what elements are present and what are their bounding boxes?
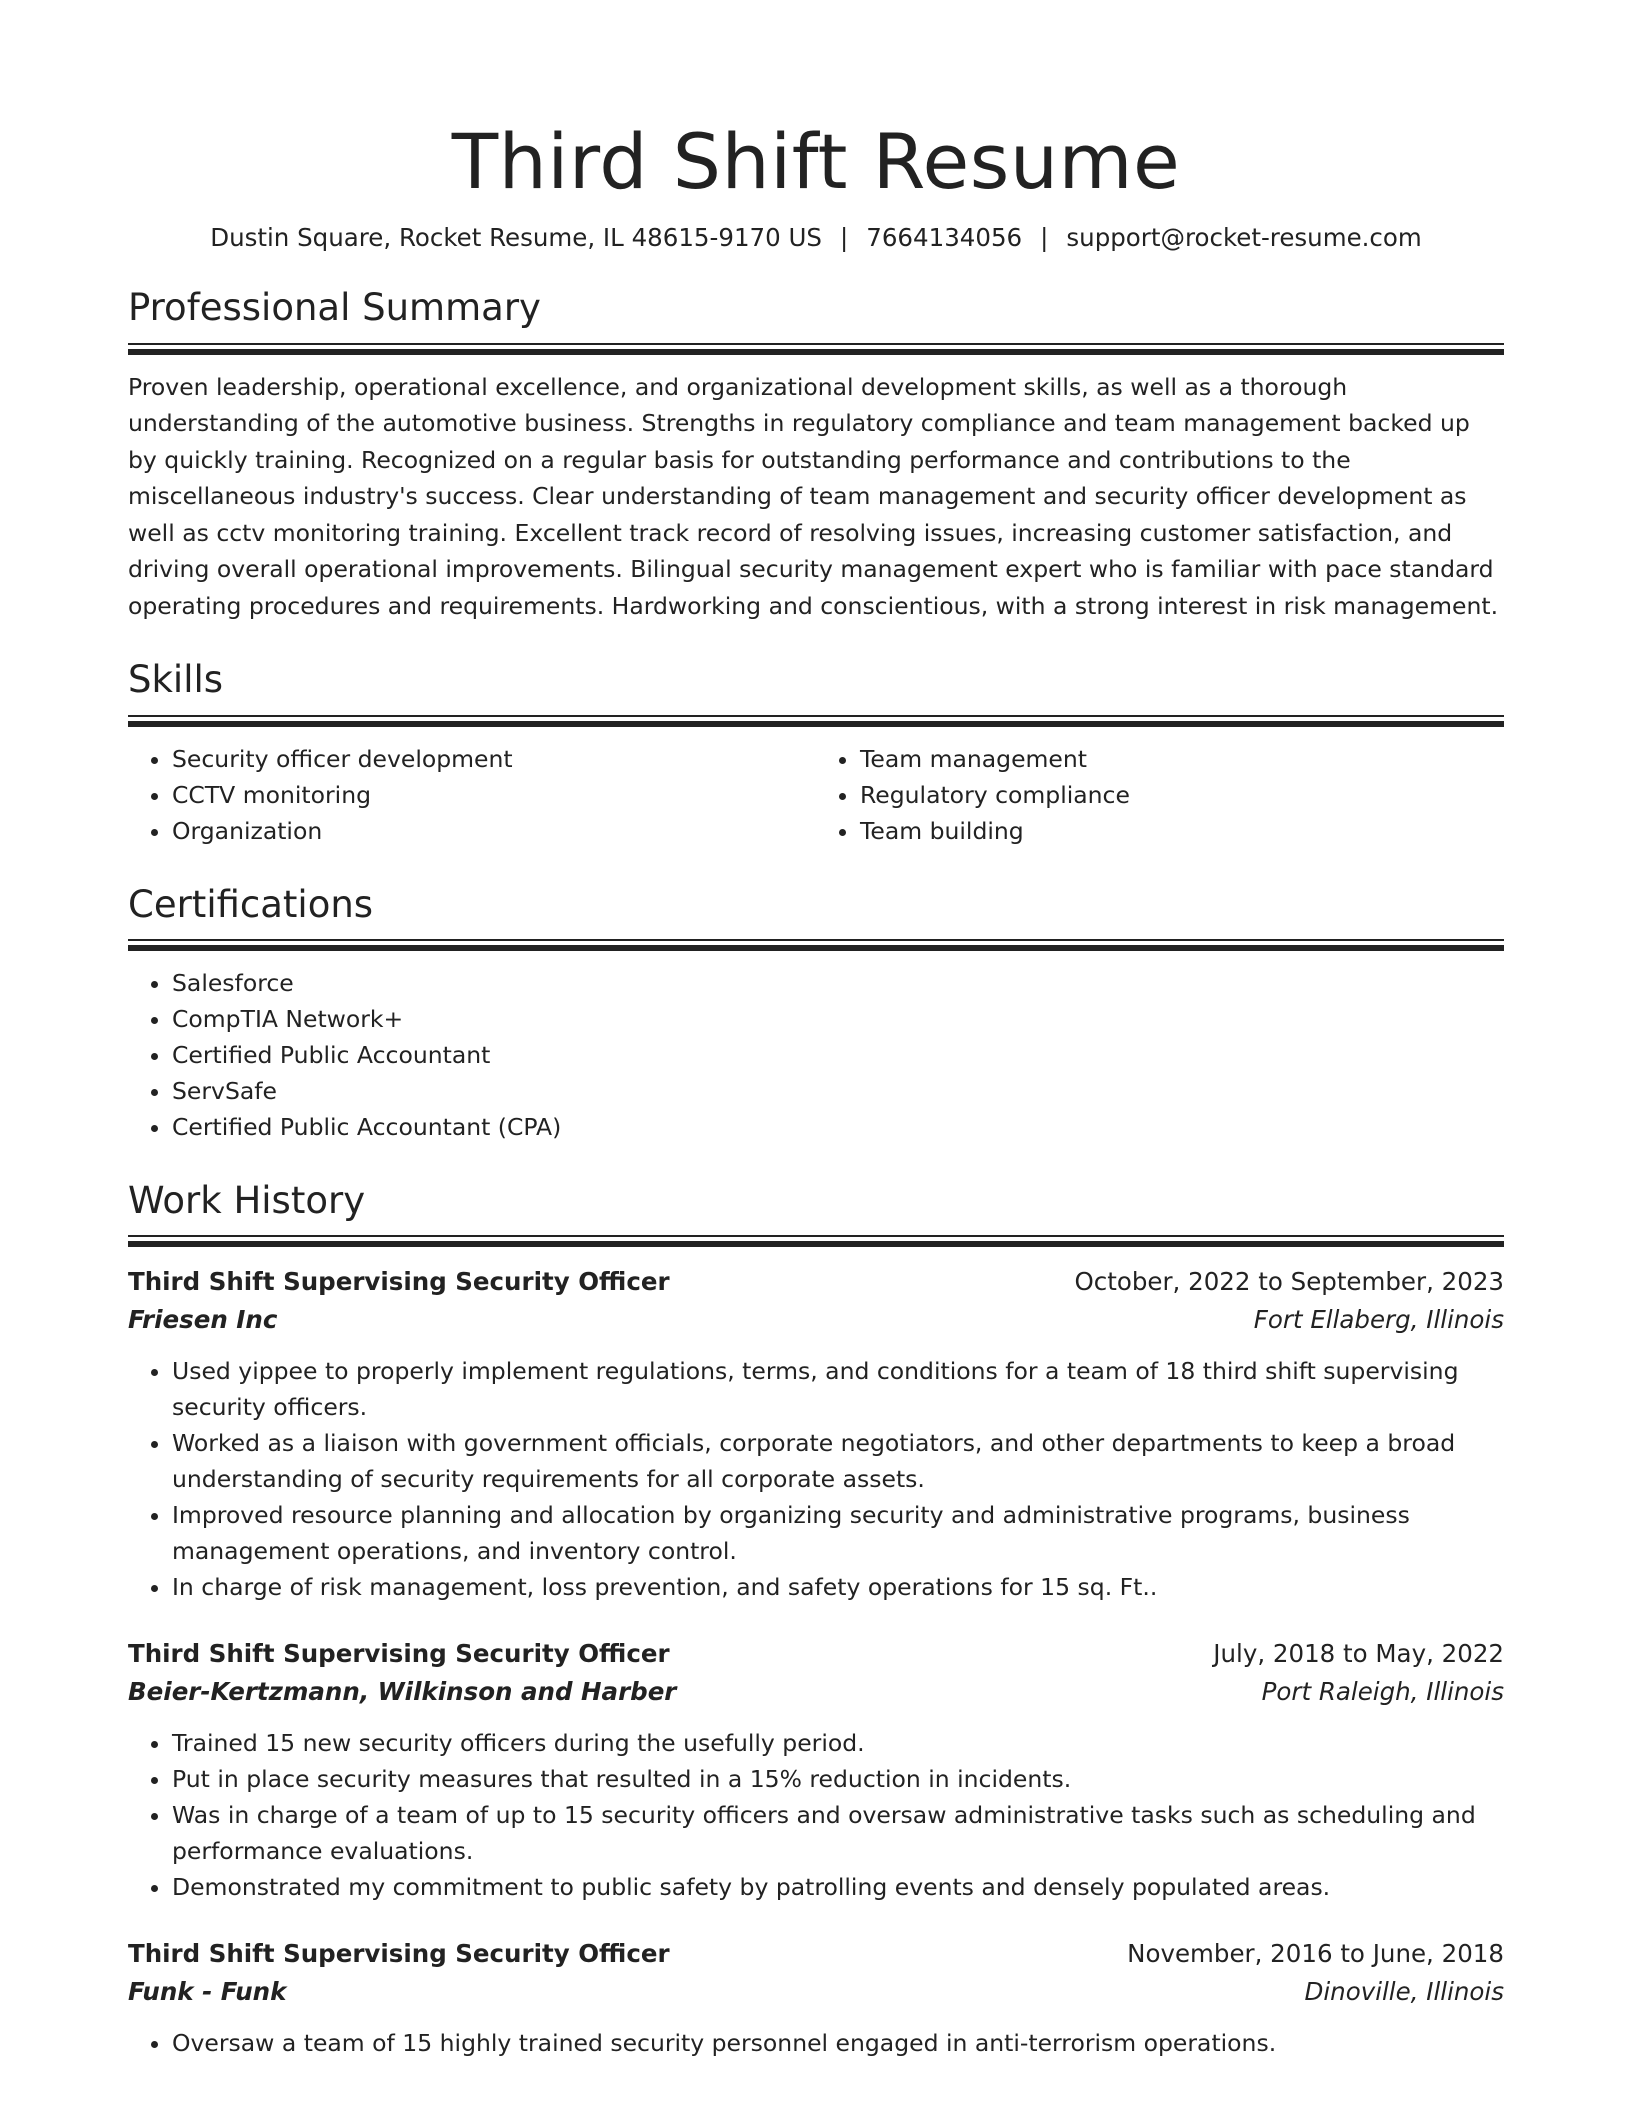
job-company: Friesen Inc — [128, 1305, 278, 1335]
contact-separator: | — [839, 223, 849, 253]
certifications-list — [128, 965, 1504, 1145]
job-header-row — [128, 1635, 1504, 1673]
job-title: Third Shift Supervising Security Officer — [128, 1939, 670, 1969]
resume-name: Third Shift Resume — [451, 117, 1181, 206]
job-dates: November, 2016 to June, 2018 — [1127, 1939, 1504, 1969]
certification-item: • Certified Public Accountant — [172, 1037, 1504, 1073]
contact-phone: 7664134056 — [866, 223, 1023, 253]
job-bullet: • Trained 15 new security officers during the usefully period. — [172, 1725, 1504, 1761]
section-divider — [128, 715, 1504, 727]
job-company-row — [128, 1973, 1504, 2011]
certification-item: • Certified Public Accountant (CPA) — [172, 1109, 1504, 1145]
job-dates: October, 2022 to September, 2023 — [1074, 1267, 1504, 1297]
job-bullet: • Was in charge of a team of up to 15 security officers and oversaw administrative tasks such as scheduling and performance evaluations. — [172, 1797, 1504, 1869]
skill-item: • Team management — [860, 741, 1504, 777]
contact-address: Dustin Square, Rocket Resume, IL 48615-9170 US — [210, 223, 822, 253]
skills-grid — [128, 741, 1504, 849]
job-bullet: • Demonstrated my commitment to public safety by patrolling events and densely populated areas. — [172, 1869, 1504, 1905]
job-bullet: • Put in place security measures that resulted in a 15% reduction in incidents. — [172, 1761, 1504, 1797]
job-bullets — [128, 1725, 1504, 1905]
skills-section — [128, 658, 1504, 848]
job-company-row — [128, 1301, 1504, 1339]
job-company: Funk - Funk — [128, 1977, 287, 2007]
job-bullet: • In charge of risk management, loss prevention, and safety operations for 15 sq. Ft.. — [172, 1569, 1504, 1605]
certification-item: • ServSafe — [172, 1073, 1504, 1109]
certification-item: • Salesforce — [172, 965, 1504, 1001]
job-bullets — [128, 2025, 1504, 2061]
job-company-row — [128, 1673, 1504, 1711]
summary-section — [128, 286, 1504, 624]
section-divider — [128, 343, 1504, 355]
skill-item: • CCTV monitoring — [172, 777, 816, 813]
skill-item: • Regulatory compliance — [860, 777, 1504, 813]
contact-email: support@rocket-resume.com — [1066, 223, 1422, 253]
job-bullets — [128, 1353, 1504, 1605]
skills-column-left — [128, 741, 816, 849]
job-title: Third Shift Supervising Security Officer — [128, 1639, 670, 1669]
contact-separator: | — [1040, 223, 1049, 253]
job-bullet: • Oversaw a team of 15 highly trained security personnel engaged in anti-terrorism operations. — [172, 2025, 1504, 2061]
section-divider — [128, 939, 1504, 951]
certification-item: • CompTIA Network+ — [172, 1001, 1504, 1037]
job-location: Dinoville, Illinois — [1304, 1977, 1504, 2007]
section-title: Professional Summary — [128, 286, 541, 330]
section-title: Certifications — [128, 882, 374, 926]
work-history-section — [128, 1179, 1504, 2061]
certifications-section — [128, 883, 1504, 1145]
job-bullet: • Worked as a liaison with government officials, corporate negotiators, and other departments to keep a broad understanding of security requirements for all corporate assets. — [172, 1425, 1504, 1497]
skill-item: • Organization — [172, 813, 816, 849]
job-entry — [128, 1935, 1504, 2061]
job-dates: July, 2018 to May, 2022 — [1213, 1639, 1504, 1669]
contact-line — [128, 223, 1504, 252]
skills-column-right — [816, 741, 1504, 849]
job-bullet: • Used yippee to properly implement regulations, terms, and conditions for a team of 18 third shift supervising security officers. — [172, 1353, 1504, 1425]
skill-item: • Security officer development — [172, 741, 816, 777]
skill-item: • Team building — [860, 813, 1504, 849]
section-divider — [128, 1235, 1504, 1247]
job-location: Fort Ellaberg, Illinois — [1253, 1305, 1504, 1335]
job-header-row — [128, 1263, 1504, 1301]
job-entry — [128, 1635, 1504, 1905]
job-bullet: • Improved resource planning and allocation by organizing security and administrative programs, business management operations, and inventory control. — [172, 1497, 1504, 1569]
job-entry — [128, 1263, 1504, 1605]
job-header-row — [128, 1935, 1504, 1973]
summary-text: Proven leadership, operational excellence, and organizational development skills, as well as a thorough understanding of the automotive business. Strengths in regulatory compliance and team management backed up by quickly training. Recognized on a regular basis for outstanding performance and contributions to the miscellaneous industry's success. Clear understanding of team management and security officer development as well as cctv monitoring training. Excellent track record of resolving issues, increasing customer satisfaction, and driving overall operational improvements. Bilingual security management expert who is familiar with pace standard operating procedures and requirements. Hardworking and conscientious, with a strong interest in risk management. — [128, 372, 1499, 620]
section-title: Skills — [128, 658, 224, 702]
section-title: Work History — [128, 1179, 366, 1223]
job-location: Port Raleigh, Illinois — [1261, 1677, 1504, 1707]
job-company: Beier-Kertzmann, Wilkinson and Harber — [128, 1677, 677, 1707]
job-title: Third Shift Supervising Security Officer — [128, 1267, 670, 1297]
